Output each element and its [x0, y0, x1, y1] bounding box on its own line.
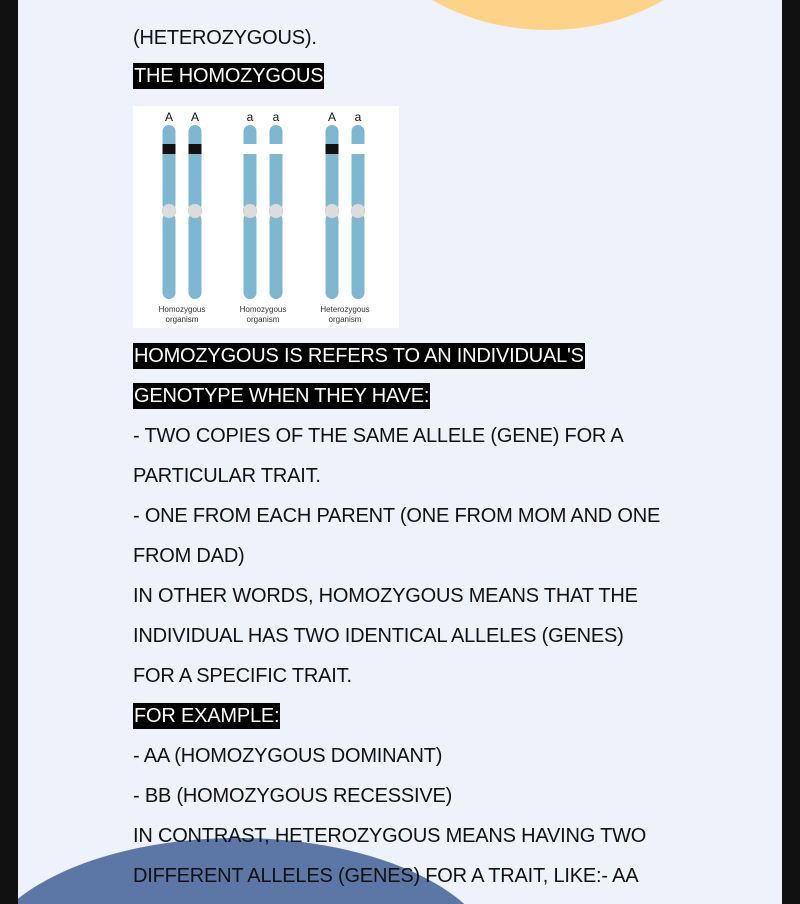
- chromatid-upper-arm: [189, 125, 202, 211]
- centromere: [351, 204, 365, 218]
- allele-label: a: [354, 110, 362, 124]
- contrast-line-2: DIFFERENT ALLELES (GENES) FOR A TRAIT, LIKE:- AA: [133, 865, 639, 887]
- chromatid-upper-arm: [163, 125, 176, 211]
- centromere: [162, 204, 176, 218]
- pair-caption-line-1: Homozygous: [239, 305, 287, 314]
- bullet-1-line-1: - TWO COPIES OF THE SAME ALLELE (GENE) FOR A: [133, 425, 624, 447]
- pair-caption-line-2: organism: [165, 315, 199, 324]
- chromatid-lower-arm: [163, 213, 176, 299]
- centromere: [243, 204, 257, 218]
- contrast-line-1: IN CONTRAST, HETEROZYGOUS MEANS HAVING TWO: [133, 825, 647, 847]
- definition-line-1-label: HOMOZYGOUS IS REFERS TO AN INDIVIDUAL'S: [134, 345, 584, 367]
- allele-label: A: [190, 110, 200, 124]
- allele-label: a: [246, 110, 254, 124]
- chromatid-upper-arm: [326, 125, 339, 211]
- definition-line-2: [133, 383, 430, 409]
- chromatid-lower-arm: [352, 213, 365, 299]
- gene-band: [163, 144, 176, 154]
- gene-band: [189, 144, 202, 154]
- gene-band: [352, 144, 365, 154]
- heterozygous-tail-text: (HETEROZYGOUS).: [133, 27, 317, 49]
- chromatid-upper-arm: [270, 125, 283, 211]
- allele-label: a: [272, 110, 280, 124]
- pair-caption-line-1: Homozygous: [158, 305, 206, 314]
- chromosome-figure: [133, 106, 399, 328]
- bullet-1-line-2: PARTICULAR TRAIT.: [133, 465, 321, 487]
- chromatid-upper-arm: [352, 125, 365, 211]
- pair-caption-line-2: organism: [328, 315, 362, 324]
- chromatid-lower-arm: [189, 213, 202, 299]
- chromatid-upper-arm: [244, 125, 257, 211]
- chromatid-lower-arm: [270, 213, 283, 299]
- other-words-line-1: IN OTHER WORDS, HOMOZYGOUS MEANS THAT THE: [133, 585, 638, 607]
- example-heading: [133, 703, 280, 729]
- example-2: - BB (HOMOZYGOUS RECESSIVE): [133, 785, 453, 807]
- bullet-2-line-2: FROM DAD): [133, 545, 245, 567]
- chromatid-lower-arm: [326, 213, 339, 299]
- homozygous-heading-label: THE HOMOZYGOUS: [134, 65, 324, 87]
- other-words-line-2: INDIVIDUAL HAS TWO IDENTICAL ALLELES (GENES): [133, 625, 624, 647]
- gene-band: [244, 144, 257, 154]
- gene-band: [326, 144, 339, 154]
- example-heading-label: FOR EXAMPLE:: [134, 705, 280, 727]
- decorative-blob-top: [358, 0, 738, 30]
- gene-band: [270, 144, 283, 154]
- definition-line-1: [133, 343, 585, 369]
- other-words-line-3: FOR A SPECIFIC TRAIT.: [133, 665, 352, 687]
- allele-label: A: [164, 110, 174, 124]
- centromere: [269, 204, 283, 218]
- centromere: [188, 204, 202, 218]
- chromatid-lower-arm: [244, 213, 257, 299]
- bullet-2-line-1: - ONE FROM EACH PARENT (ONE FROM MOM AND ONE: [133, 505, 661, 527]
- allele-label: A: [327, 110, 337, 124]
- pair-caption-line-1: Heterozygous: [320, 305, 370, 314]
- chromosome-diagram: [133, 106, 399, 328]
- centromere: [325, 204, 339, 218]
- pair-caption-line-2: organism: [246, 315, 280, 324]
- homozygous-heading: [133, 63, 324, 89]
- document-page: [18, 0, 782, 904]
- example-1: - AA (HOMOZYGOUS DOMINANT): [133, 745, 443, 767]
- definition-line-2-label: GENOTYPE WHEN THEY HAVE:: [134, 385, 430, 407]
